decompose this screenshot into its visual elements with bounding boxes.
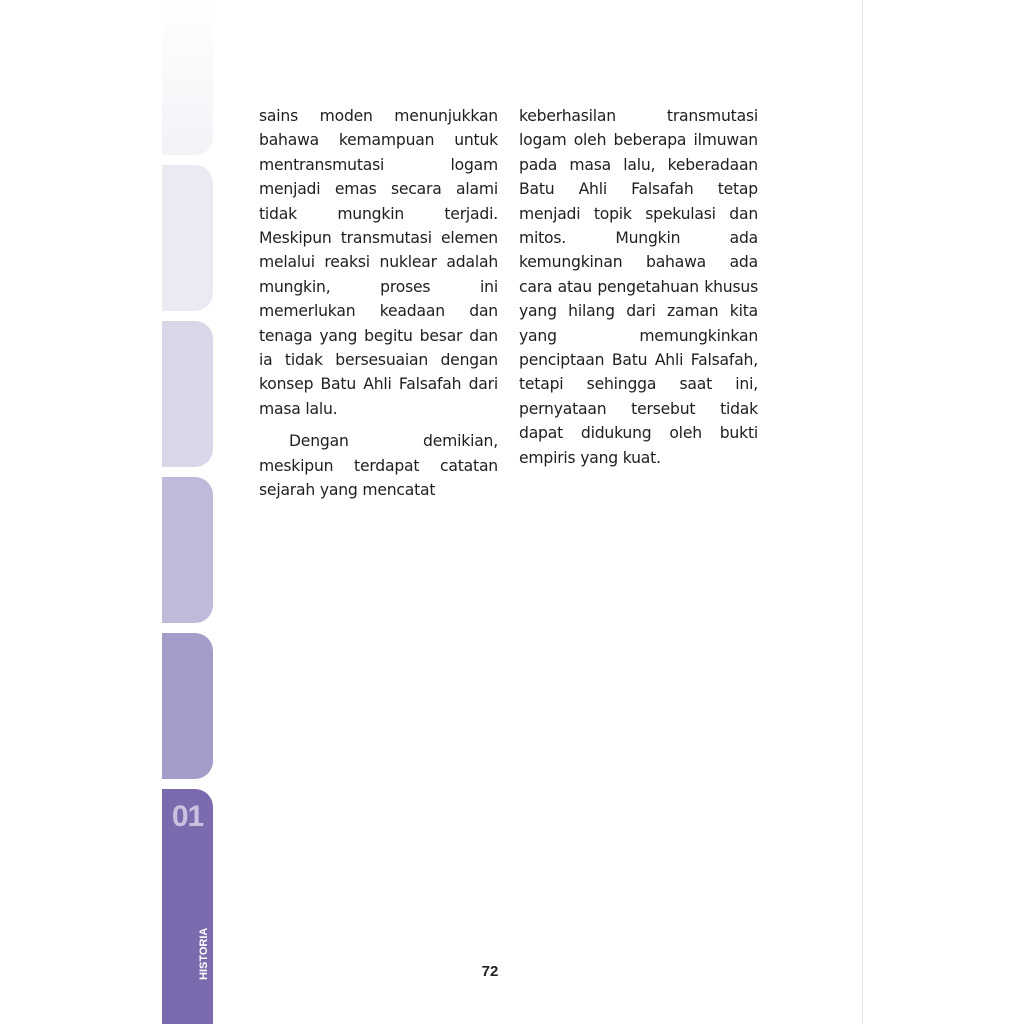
page-number: 72 xyxy=(481,963,499,980)
left-paragraph-1: sains moden menunjukkan bahawa kemampuan untuk mentransmutasi logam menjadi emas secara alami tidak mungkin terjadi. Meskipun transmutasi elemen melalui reaksi nuklear adalah mungkin, proses ini memerlukan keadaan dan tenaga yang begitu besar dan ia tidak bersesuaian dengan konsep Batu Ahli Falsafah dari masa lalu. xyxy=(259,107,498,418)
right-paragraph-1: keberhasilan transmutasi logam oleh beberapa ilmuwan pada masa lalu, keberadaan Batu Ahli Falsafah tetap menjadi topik spekulasi dan mitos. Mungkin ada kemungkinan bahawa ada cara atau pengetahuan khusus yang hilang dari zaman kita yang memungkinkan penciptaan Batu Ahli Falsafah, tetapi sehingga saat ini, pernyataan tersebut tidak dapat didukung oleh bukti empiris yang kuat. xyxy=(519,107,758,467)
section-label: HISTORIA xyxy=(198,927,210,980)
chapter-tab-1 xyxy=(162,0,213,155)
chapter-number: 01 xyxy=(171,800,204,833)
left-paragraph-2: Dengan demikian, meskipun terdapat catatan sejarah yang mencatat xyxy=(259,432,498,500)
left-column xyxy=(259,104,498,511)
chapter-tab-3 xyxy=(162,321,213,467)
chapter-tab-4 xyxy=(162,477,213,623)
chapter-tab-2 xyxy=(162,165,213,311)
right-column xyxy=(519,104,758,478)
chapter-tab-5 xyxy=(162,633,213,779)
